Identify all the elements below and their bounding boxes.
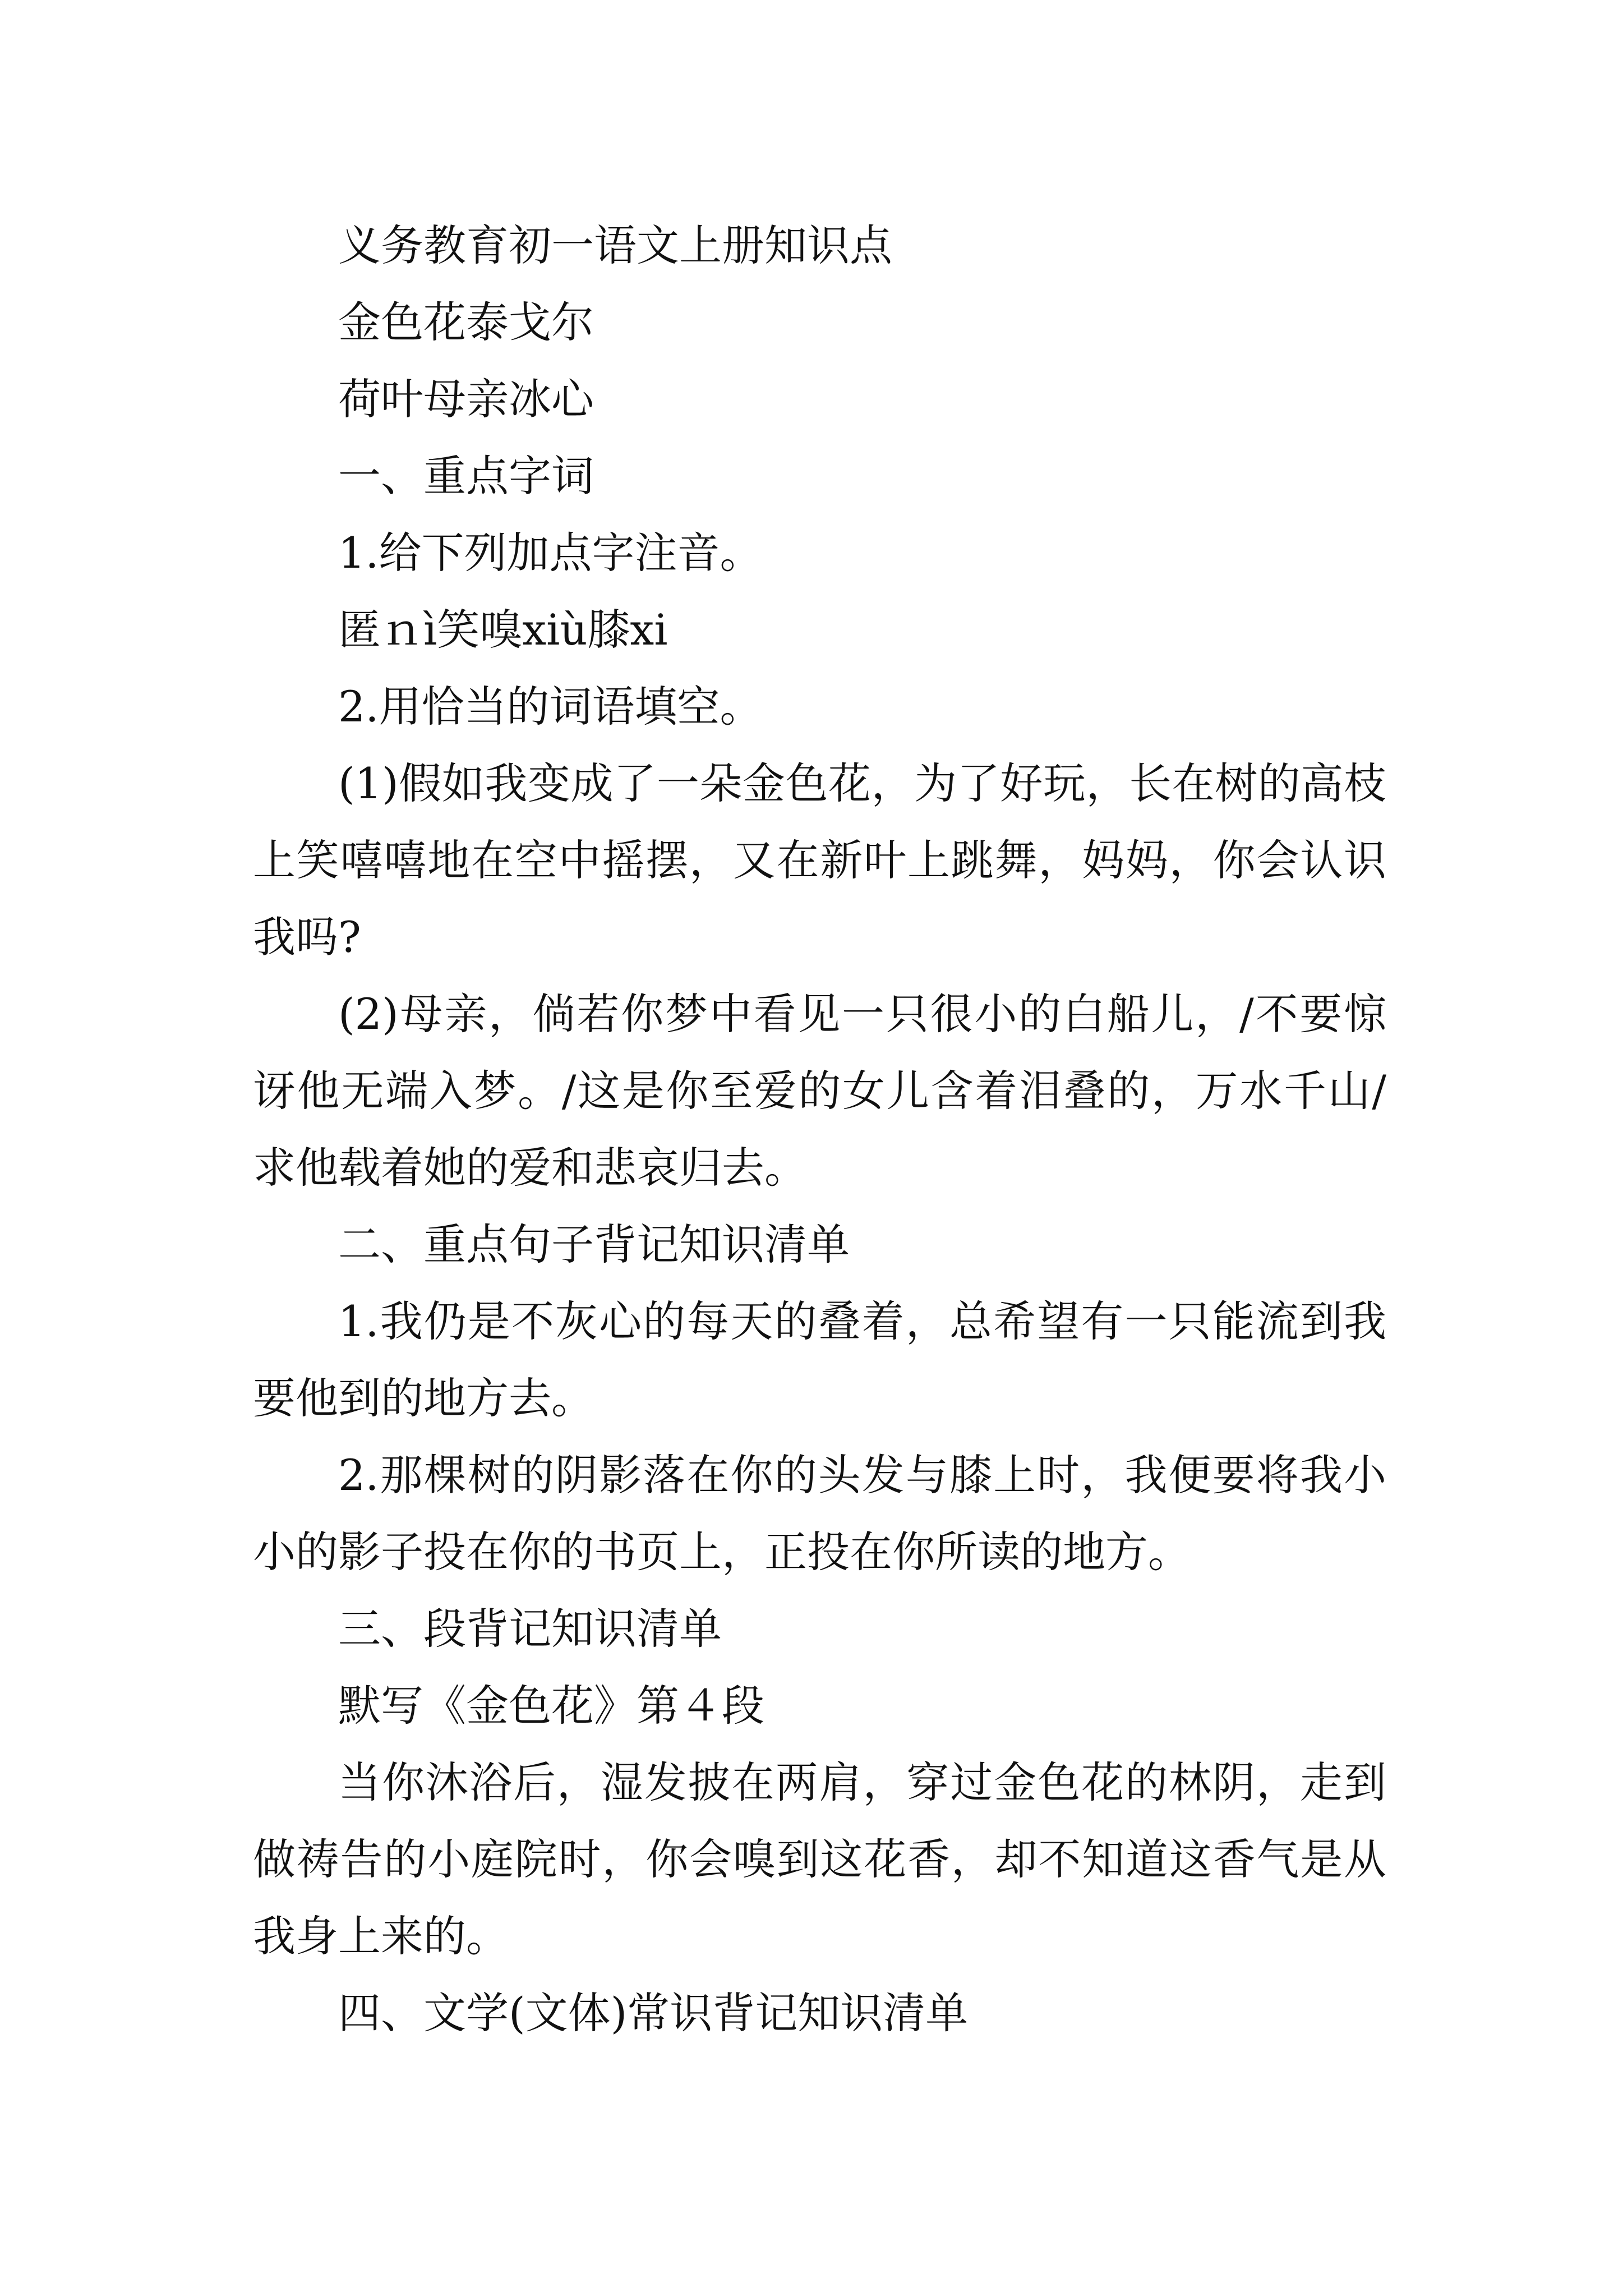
fill-item-2: (2)母亲，倘若你梦中看见一只很小的白船儿，/不要惊讶他无端入梦。/这是你至爱的女儿含着泪叠的，万水千山/求他载着她的爱和悲哀归去。	[253, 989, 1386, 1193]
key-sentence-1: 1.我仍是不灰心的每天的叠着，总希望有一只能流到我要他到的地方去。	[253, 1296, 1386, 1423]
section-heading-key-sentences: 二、重点句子背记知识清单	[338, 1220, 850, 1269]
fill-item-1: (1)假如我变成了一朵金色花，为了好玩，长在树的高枝上笑嘻嘻地在空中摇摆，又在新叶上跳舞，妈妈，你会认识我吗?	[253, 758, 1386, 962]
section-heading-paragraph-recitation: 三、段背记知识清单	[338, 1604, 722, 1654]
exercise-fill-instruction: 2.用恰当的词语填空。	[338, 682, 763, 731]
dictation-instruction: 默写《金色花》第４段	[338, 1681, 764, 1731]
section-heading-key-words: 一、重点字词	[338, 451, 594, 501]
exercise-pinyin-instruction: 1.给下列加点字注音。	[338, 528, 763, 578]
key-sentence-2: 2.那棵树的阴影落在你的头发与膝上时，我便要将我小小的影子投在你的书页上，正投在你所读的地方。	[253, 1450, 1386, 1577]
dictation-passage: 当你沐浴后，湿发披在两肩，穿过金色花的林阴，走到做祷告的小庭院时，你会嗅到这花香，却不知道这香气是从我身上来的。	[253, 1757, 1386, 1961]
document-title: 义务教育初一语文上册知识点	[338, 220, 892, 270]
lesson-title-golden-flower: 金色花泰戈尔	[338, 297, 594, 347]
section-heading-literary-knowledge: 四、文学(文体)常识背记知识清单	[338, 1988, 969, 2038]
exercise-pinyin-items: 匿ｎì笑嗅xiù膝xi	[338, 605, 668, 655]
lesson-title-lotus-leaf: 荷叶母亲冰心	[338, 374, 594, 424]
document-body	[253, 207, 1386, 2051]
